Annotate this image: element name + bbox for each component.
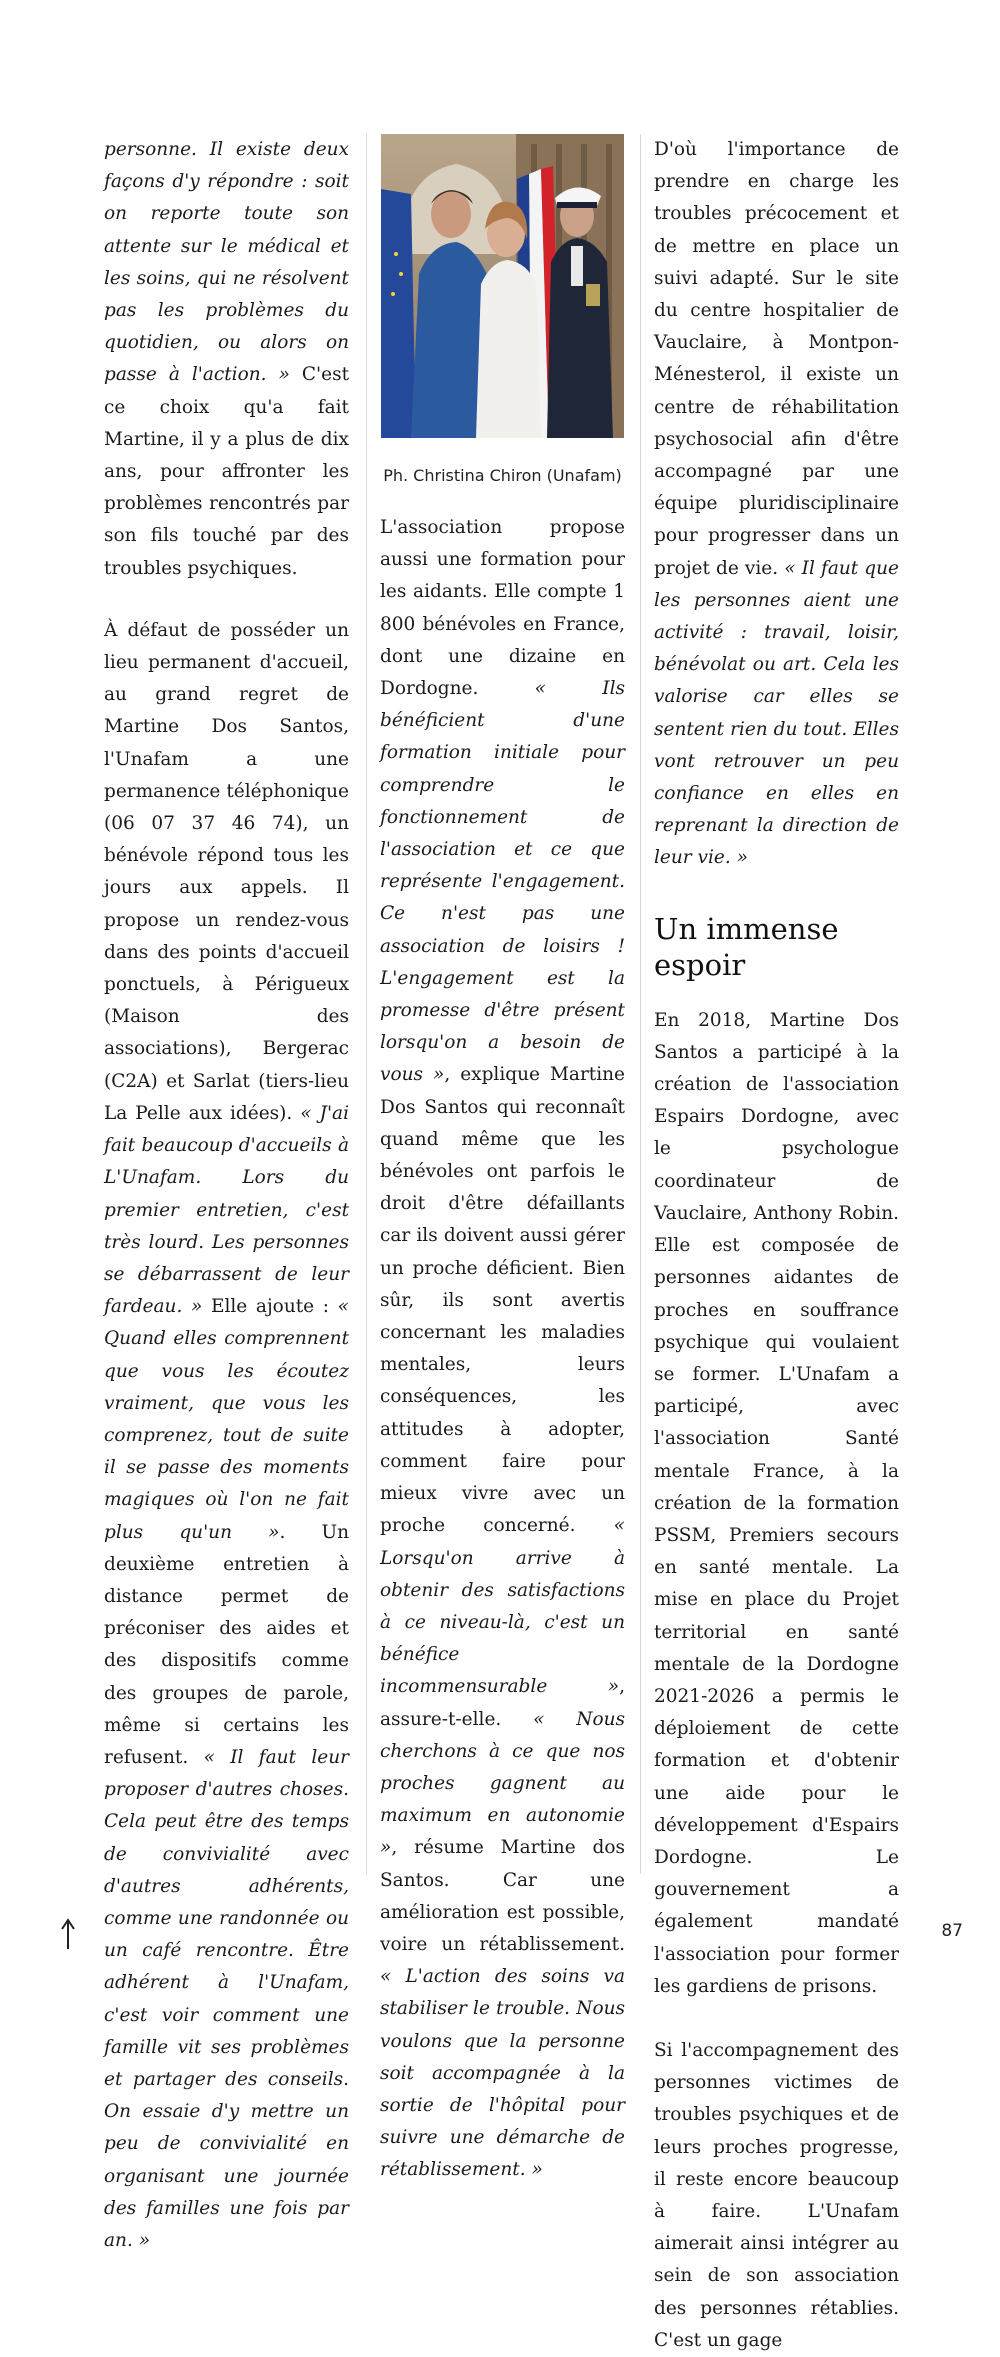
quote-text: « J'ai fait beaucoup d'accueils à L'Unafam. Lors du premier entretien, c'est très lourd. Les personnes se débarrassent de leur fardeau. » <box>104 1102 349 1318</box>
paragraph <box>654 1005 899 2003</box>
quote-text: « Nous cherchons à ce que nos proches gagnent au maximum en autonomie » <box>380 1708 625 1859</box>
paragraph <box>104 615 349 2257</box>
body-text: , assure-t-elle. <box>380 1676 625 1730</box>
body-text: , explique Martine Dos Santos qui reconnaît quand même que les bénévoles ont parfois le droit d'être défaillants car ils doivent aussi gérer un proche déficient. Bien sûr, ils sont avertis concernant les maladies mentales, leurs conséquences, les attitudes à adopter, comment faire pour mieux vivre avec un proche concerné. <box>380 1064 626 1537</box>
body-text: C'est ce choix qu'a fait Martine, il y a plus de dix ans, pour affronter les problèmes rencontrés par son fils touché par des troubles psychiques. <box>104 364 350 579</box>
photo-caption: Ph. Christina Chiron (Unafam) <box>383 466 622 485</box>
paragraph <box>654 134 899 875</box>
article-column-2 <box>380 134 625 2187</box>
quote-text: « Quand elles comprennent que vous les écoutez vraiment, que vous les comprenez, tout de suite il se passe des moments magiques où l'on ne fait plus qu'un » <box>104 1296 349 1543</box>
column-divider-right <box>640 134 641 1874</box>
body-text: , résume Martine dos Santos. Car une amélioration est possible, voire un rétablissement. <box>380 1837 625 1955</box>
quote-text: « Ils bénéficient d'une formation initiale pour comprendre le fonctionnement de l'association et ce que représente l'engagement. Ce n'est pas une association de loisirs ! L'engagement est la promesse d'être présent lorsqu'on a besoin de vous » <box>380 678 625 1086</box>
body-text: À défaut de posséder un lieu permanent d'accueil, au grand regret de Martine Dos Santos, l'Unafam a une permanence téléphonique (06 07 37 46 74), un bénévole répond tous les jours aux appels. Il propose un rendez-vous dans des points d'accueil ponctuels, à Périgueux (Maison des associations), Bergerac (C2A) et Sarlat (tiers-lieu La Pelle aux idées). <box>104 619 349 1124</box>
body-text: D'où l'importance de prendre en charge les troubles précocement et de mettre en place un suivi adapté. Sur le site du centre hospitalier de Vauclaire, à Montpon-Ménesterol, il existe un centre de réhabilitation psychosocial afin d'être accompagné par une équipe pluridisciplinaire pour progresser dans un projet de vie. <box>654 139 899 579</box>
quote-text: personne. Il existe deux façons d'y répondre : soit on reporte toute son attente sur le médical et les soins, qui ne résolvent pas les problèmes du quotidien, ou alors on passe à l'action. » <box>104 139 349 386</box>
quote-text: « Il faut leur proposer d'autres choses. Cela peut être des temps de convivialité avec d'autres adhérents, comme une randonnée ou un café rencontre. Être adhérent à l'Unafam, c'est voir comment une famille vit ses problèmes et partager des conseils. On essaie d'y mettre un peu de convivialité en organisant une journée des familles une fois par an. » <box>104 1746 349 2251</box>
section-heading: Un immense espoir <box>654 911 839 982</box>
body-text: Elle ajoute : <box>202 1296 338 1318</box>
article-column-3 <box>654 134 899 2357</box>
article-photo <box>381 134 624 438</box>
article-column-1 <box>104 134 349 2257</box>
quote-text: « Lorsqu'on arrive à obtenir des satisfactions à ce niveau-là, c'est un bénéfice incommensurable » <box>380 1515 625 1698</box>
up-arrow-icon[interactable] <box>56 1917 80 1951</box>
page-number: 87 <box>941 1921 963 1941</box>
column-divider-left <box>366 134 367 1874</box>
body-text: . Un deuxième entretien à distance permet de préconiser des aides et des dispositifs comme des groupes de parole, même si certains les refusent. <box>104 1521 349 1768</box>
quote-text: « L'action des soins va stabiliser le trouble. Nous voulons que la personne soit accompagnée à la sortie de l'hôpital pour suivre une démarche de rétablissement. » <box>380 1966 625 2181</box>
body-text: En 2018, Martine Dos Santos a participé à la création de l'association Espairs Dordogne, avec le psychologue coordinateur de Vauclaire, Anthony Robin. Elle est composée de personnes aidantes de proches en souffrance psychique qui voulaient se former. L'Unafam a participé, avec l'association Santé mentale France, à la création de la formation PSSM, Premiers secours en santé mentale. La mise en place du Projet territorial en santé mentale de la Dordogne 2021-2026 a permis le déploiement de cette formation et d'obtenir une aide pour le développement d'Espairs Dordogne. Le gouvernement a également mandaté l'association pour former les gardiens de prisons. <box>654 1009 899 1997</box>
body-text: L'association propose aussi une formation pour les aidants. Elle compte 1 800 bénévoles en France, dont une dizaine en Dordogne. <box>380 517 625 700</box>
body-text: Si l'accompagnement des personnes victimes de troubles psychiques et de leurs proches progresse, il reste encore beaucoup à faire. L'Unafam aimerait ainsi intégrer au sein de son association des personnes rétablies. C'est un gage <box>654 2039 899 2351</box>
paragraph <box>104 134 349 585</box>
paragraph <box>654 2035 899 2357</box>
quote-text: « Il faut que les personnes aient une activité : travail, loisir, bénévolat ou art. Cela les valorise car elles se sentent rien du tout. Elles vont retrouver un peu confiance en elles en reprenant la direction de leur vie. » <box>654 557 899 869</box>
paragraph <box>380 512 625 2187</box>
